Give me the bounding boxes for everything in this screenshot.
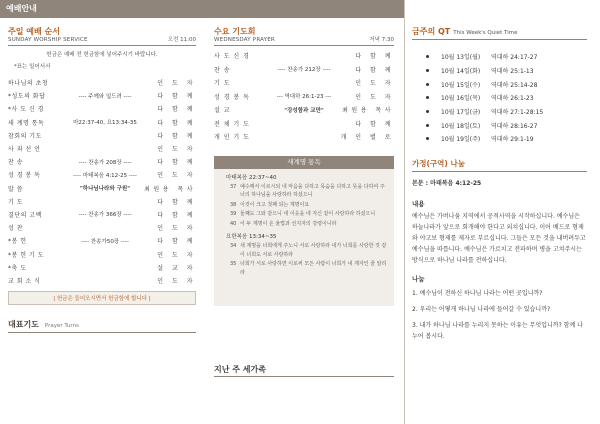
wednesday-section — [214, 18, 394, 306]
sunday-row — [8, 221, 196, 234]
wednesday-item-name: 찬 송 — [214, 66, 231, 74]
sunday-item-detail: ---- 찬송가 208장 ---- — [78, 159, 132, 166]
qt-subtitle: This Week's Quiet Time — [453, 30, 518, 36]
sunday-item-name: 기 도 — [8, 198, 23, 206]
sunday-item-leader: 다 함 께 — [157, 119, 196, 127]
verse-text: 이 두 계명이 온 율법과 선지자의 강령이니라 — [240, 220, 337, 227]
wednesday-item-detail: "강성함과 교만" — [284, 107, 324, 114]
qt-date: 10월 17일(금) — [441, 109, 481, 117]
divider — [214, 376, 394, 377]
family-question: 1. 예수님이 전하신 하나님 나라는 어떤 곳입니까? — [412, 289, 543, 297]
sunday-row — [8, 247, 196, 260]
qt-reference: 역대하 29:1-19 — [491, 136, 534, 144]
bullet-icon — [426, 96, 429, 99]
sunday-item-name: 성 찬 — [8, 225, 23, 233]
qt-item — [426, 50, 587, 64]
header-title: 예배안내 — [6, 4, 37, 13]
sunday-row — [8, 102, 196, 115]
verse-text: 이것이 크고 첫째 되는 계명이요 — [240, 201, 310, 208]
qt-date: 10월 19일(주) — [441, 136, 481, 144]
sunday-item-name: *봉 헌 기 도 — [8, 251, 44, 259]
qt-date: 10월 18일(토) — [441, 122, 481, 130]
verse-number: 37 — [230, 183, 237, 190]
wednesday-item-leader: 다 함 께 — [355, 66, 394, 74]
sunday-item-leader: 다 함 께 — [157, 132, 196, 140]
wednesday-row — [214, 130, 394, 144]
sunday-item-leader: 인 도 자 — [157, 277, 196, 285]
history-title: 지난 주 세가족 — [214, 365, 266, 374]
divider — [214, 45, 394, 46]
sunday-item-leader: 인 도 자 — [157, 251, 196, 259]
wednesday-time: 저녁 7:30 — [369, 37, 394, 43]
sunday-item-leader: 인 도 자 — [157, 225, 196, 233]
sunday-row — [8, 116, 196, 129]
sunday-section — [8, 18, 196, 333]
wednesday-item-name: 성 경 봉 독 — [214, 93, 250, 101]
wednesday-item-name: 전 체 기 도 — [214, 120, 250, 128]
offering-note: 헌금은 예배 전 헌금함에 넣어주시기 바랍니다. — [46, 52, 158, 58]
qt-reference: 역대하 26:1-23 — [491, 95, 534, 103]
sunday-row — [8, 234, 196, 247]
reading-ref-2: 요한복음 13:34~35 — [226, 234, 277, 240]
sunday-item-leader: 최원용 목사 — [144, 185, 196, 193]
verse-text: 너희가 서로 사랑하면 이로써 모든 사람이 너희가 내 제자인 줄 알리라 — [240, 261, 387, 276]
verse-row — [230, 260, 388, 277]
sunday-item-name: 찬 송 — [8, 159, 23, 167]
divider — [412, 171, 587, 172]
family-share-label: 나눔 — [412, 274, 425, 283]
sunday-item-name: 참회의 기도 — [8, 132, 42, 140]
sunday-item-detail: "하나님나라와 구원" — [79, 186, 131, 193]
family-question: 2. 우리는 어떻게 하나님 나라에 들어갈 수 있습니까? — [412, 305, 551, 313]
sunday-row — [8, 168, 196, 181]
prayer-turns-header — [8, 319, 196, 330]
divider — [8, 332, 196, 333]
wednesday-item-detail: --- 역대하 26:1-23 --- — [276, 94, 332, 101]
offering-tag: | 헌금은 들어오시면서 헌금함에 합니다 | — [8, 291, 196, 305]
bullet-icon — [426, 83, 429, 86]
sunday-row — [8, 274, 196, 287]
header-bar — [0, 0, 404, 18]
sunday-row — [8, 142, 196, 155]
family-passage: 본문 : 마태복음 4:12-25 — [412, 179, 482, 187]
sunday-item-name: 사 죄 선 언 — [8, 146, 41, 154]
qt-reference: 역대하 27:1-28:15 — [491, 109, 544, 117]
qt-item — [426, 118, 587, 132]
sunday-item-name: 하나님의 초청 — [8, 80, 49, 88]
sunday-item-detail: 마22:37-40, 요13:34-35 — [73, 120, 137, 127]
sunday-item-name: *사 도 신 경 — [8, 106, 44, 114]
qt-date: 10월 13일(월) — [441, 54, 481, 62]
sunday-item-name: *축 도 — [8, 264, 27, 272]
sunday-item-leader: 다 함 께 — [157, 93, 196, 101]
family-content-label: 내용 — [412, 199, 425, 208]
qt-reference: 역대하 25:14-28 — [491, 81, 538, 89]
sunday-item-detail: ---- 마태복음 4:12-25 ---- — [73, 172, 137, 179]
sunday-item-name: *성도의 화답 — [8, 93, 46, 101]
wednesday-item-leader: 다 함 께 — [355, 120, 394, 128]
bullet-icon — [426, 110, 429, 113]
wednesday-title: 수요 기도회 — [214, 27, 256, 36]
prayer-turns-subtitle: Prayer Turns — [44, 323, 79, 329]
wednesday-item-name: 설 교 — [214, 107, 231, 115]
wednesday-row — [214, 103, 394, 117]
verse-row — [230, 210, 388, 219]
sunday-row — [8, 195, 196, 208]
wednesday-row — [214, 117, 394, 131]
bullet-icon — [426, 69, 429, 72]
sunday-order-list — [8, 76, 196, 287]
qt-item — [426, 105, 587, 119]
verse-row — [230, 183, 388, 200]
divider — [412, 39, 587, 40]
sunday-row — [8, 261, 196, 274]
qt-reference: 역대하 24:17-27 — [491, 54, 538, 62]
sunday-row — [8, 76, 196, 89]
sunday-subtitle: SUNDAY WORSHIP SERVICE — [8, 37, 88, 43]
verse-row — [230, 220, 388, 229]
standing-note: *표는 일어서서 — [14, 64, 51, 70]
wednesday-item-leader: 최원용 목사 — [342, 107, 394, 115]
sunday-item-leader: 다 함 께 — [157, 198, 196, 206]
sunday-item-name: *봉 헌 — [8, 238, 27, 246]
sunday-row — [8, 155, 196, 168]
sunday-item-leader: 다 함 께 — [157, 106, 196, 114]
verse-number: 38 — [230, 201, 237, 208]
qt-reference: 역대하 25:1-13 — [491, 68, 534, 76]
sunday-item-detail: ---- 주께와 엎드려 ---- — [78, 93, 132, 100]
sunday-item-name: 말 씀 — [8, 185, 23, 193]
verse-row — [230, 242, 388, 259]
sunday-item-name: 결단의 고백 — [8, 211, 42, 219]
family-title: 가정(구역) 나눔 — [412, 158, 465, 168]
verse-number: 34 — [230, 243, 237, 249]
qt-date: 10월 16일(목) — [441, 95, 481, 103]
reading-verses-2 — [214, 242, 394, 277]
sunday-row — [8, 129, 196, 142]
sunday-time: 오전 11:00 — [167, 37, 196, 43]
sunday-title: 주일 예배 순서 — [8, 27, 60, 36]
reading-title: 새계명 통독 — [214, 156, 394, 169]
bullet-icon — [426, 124, 429, 127]
sunday-item-name: 교 회 소 식 — [8, 277, 41, 285]
wednesday-item-leader: 인 도 자 — [355, 93, 394, 101]
family-content: 예수님은 가버나움 지역에서 공적사역을 시작하십니다. 예수님은 하늘나라가 앞으로 회개해야 한다고 외치십니다. 이어 베드로 형제와 야고보 형제를 제자로 부르십니다. 그들은 모든 것을 내버려두고 예수님을 따릅니다. 예수님은 가르치고 전파하며 병을 고쳐주시는 방식으로 하나님 나라를 전하십니다. — [412, 212, 586, 264]
wednesday-item-leader: 개 인 별 로 — [340, 134, 394, 142]
wednesday-item-name: 사 도 신 경 — [214, 53, 250, 61]
verse-number: 40 — [230, 220, 237, 227]
family-questions — [412, 288, 587, 342]
qt-title: 금주의 QT — [412, 27, 451, 36]
reading-box — [214, 156, 394, 306]
sunday-item-detail: ---- 찬송가 366장 ---- — [78, 212, 132, 219]
bullet-icon — [426, 55, 429, 58]
qt-item — [426, 91, 587, 105]
wednesday-order-list — [214, 49, 394, 144]
qt-header — [412, 26, 587, 37]
wednesday-row — [214, 90, 394, 104]
verse-text: 새 계명을 너희에게 주노니 서로 사랑하라 내가 너희를 사랑한 것 같이 너희도 서로 사랑하라 — [240, 243, 387, 258]
sunday-row — [8, 208, 196, 221]
sunday-item-leader: 다 함 께 — [157, 159, 196, 167]
qt-list — [412, 50, 587, 146]
reading-verses-1 — [214, 183, 394, 229]
qt-date: 10월 14일(화) — [441, 68, 481, 76]
wednesday-item-name: 개 인 기 도 — [214, 134, 250, 142]
bullet-icon — [426, 137, 429, 140]
wednesday-row — [214, 76, 394, 90]
sunday-row — [8, 182, 196, 195]
verse-number: 39 — [230, 211, 237, 217]
sunday-item-leader: 인 도 자 — [157, 146, 196, 154]
wednesday-item-name: 기 도 — [214, 80, 231, 88]
sunday-item-detail: ---- 찬송가50장 ---- — [81, 238, 129, 245]
family-section — [412, 158, 587, 342]
wednesday-item-leader: 인 도 자 — [355, 80, 394, 88]
sunday-item-leader: 설 교 자 — [157, 264, 196, 272]
qt-item — [426, 77, 587, 91]
verse-text: 둘째도 그와 같으니 네 이웃을 네 자신 같이 사랑하라 하셨으니 — [240, 211, 376, 217]
wednesday-subtitle: WEDNESDAY PRAYER — [214, 37, 275, 43]
prayer-turns-title: 대표기도 — [8, 320, 39, 329]
sunday-row — [8, 89, 196, 102]
verse-number: 35 — [230, 261, 237, 267]
verse-row — [230, 201, 388, 210]
family-question: 3. 내가 하나님 나라를 누리지 못하는 이유는 무엇입니까? 함께 나누어 봅시다. — [412, 321, 583, 340]
reading-ref-1: 마태복음 22:37~40 — [226, 174, 277, 181]
qt-reference: 역대하 28:16-27 — [491, 122, 538, 130]
wednesday-row — [214, 63, 394, 77]
wednesday-item-leader: 다 함 께 — [355, 53, 394, 61]
sunday-item-leader: 인 도 자 — [157, 80, 196, 88]
verse-text: 예수께서 이르시되 네 마음을 다하고 목숨을 다하고 뜻을 다하여 주 너의 하나님을 사랑하라 하셨으니 — [240, 183, 385, 198]
wednesday-row — [214, 49, 394, 63]
qt-section — [412, 18, 587, 342]
sunday-item-name: 새 계명 통독 — [8, 119, 45, 127]
wednesday-item-detail: ---- 찬송가 212장 ---- — [277, 67, 331, 74]
qt-item — [426, 132, 587, 146]
sunday-item-leader: 인 도 자 — [157, 172, 196, 180]
sunday-item-name: 성 경 봉 독 — [8, 172, 41, 180]
sunday-item-leader: 다 함 께 — [157, 238, 196, 246]
sunday-item-leader: 다 함 께 — [157, 211, 196, 219]
qt-date: 10월 15일(수) — [441, 81, 481, 89]
qt-item — [426, 64, 587, 78]
divider — [8, 45, 196, 46]
